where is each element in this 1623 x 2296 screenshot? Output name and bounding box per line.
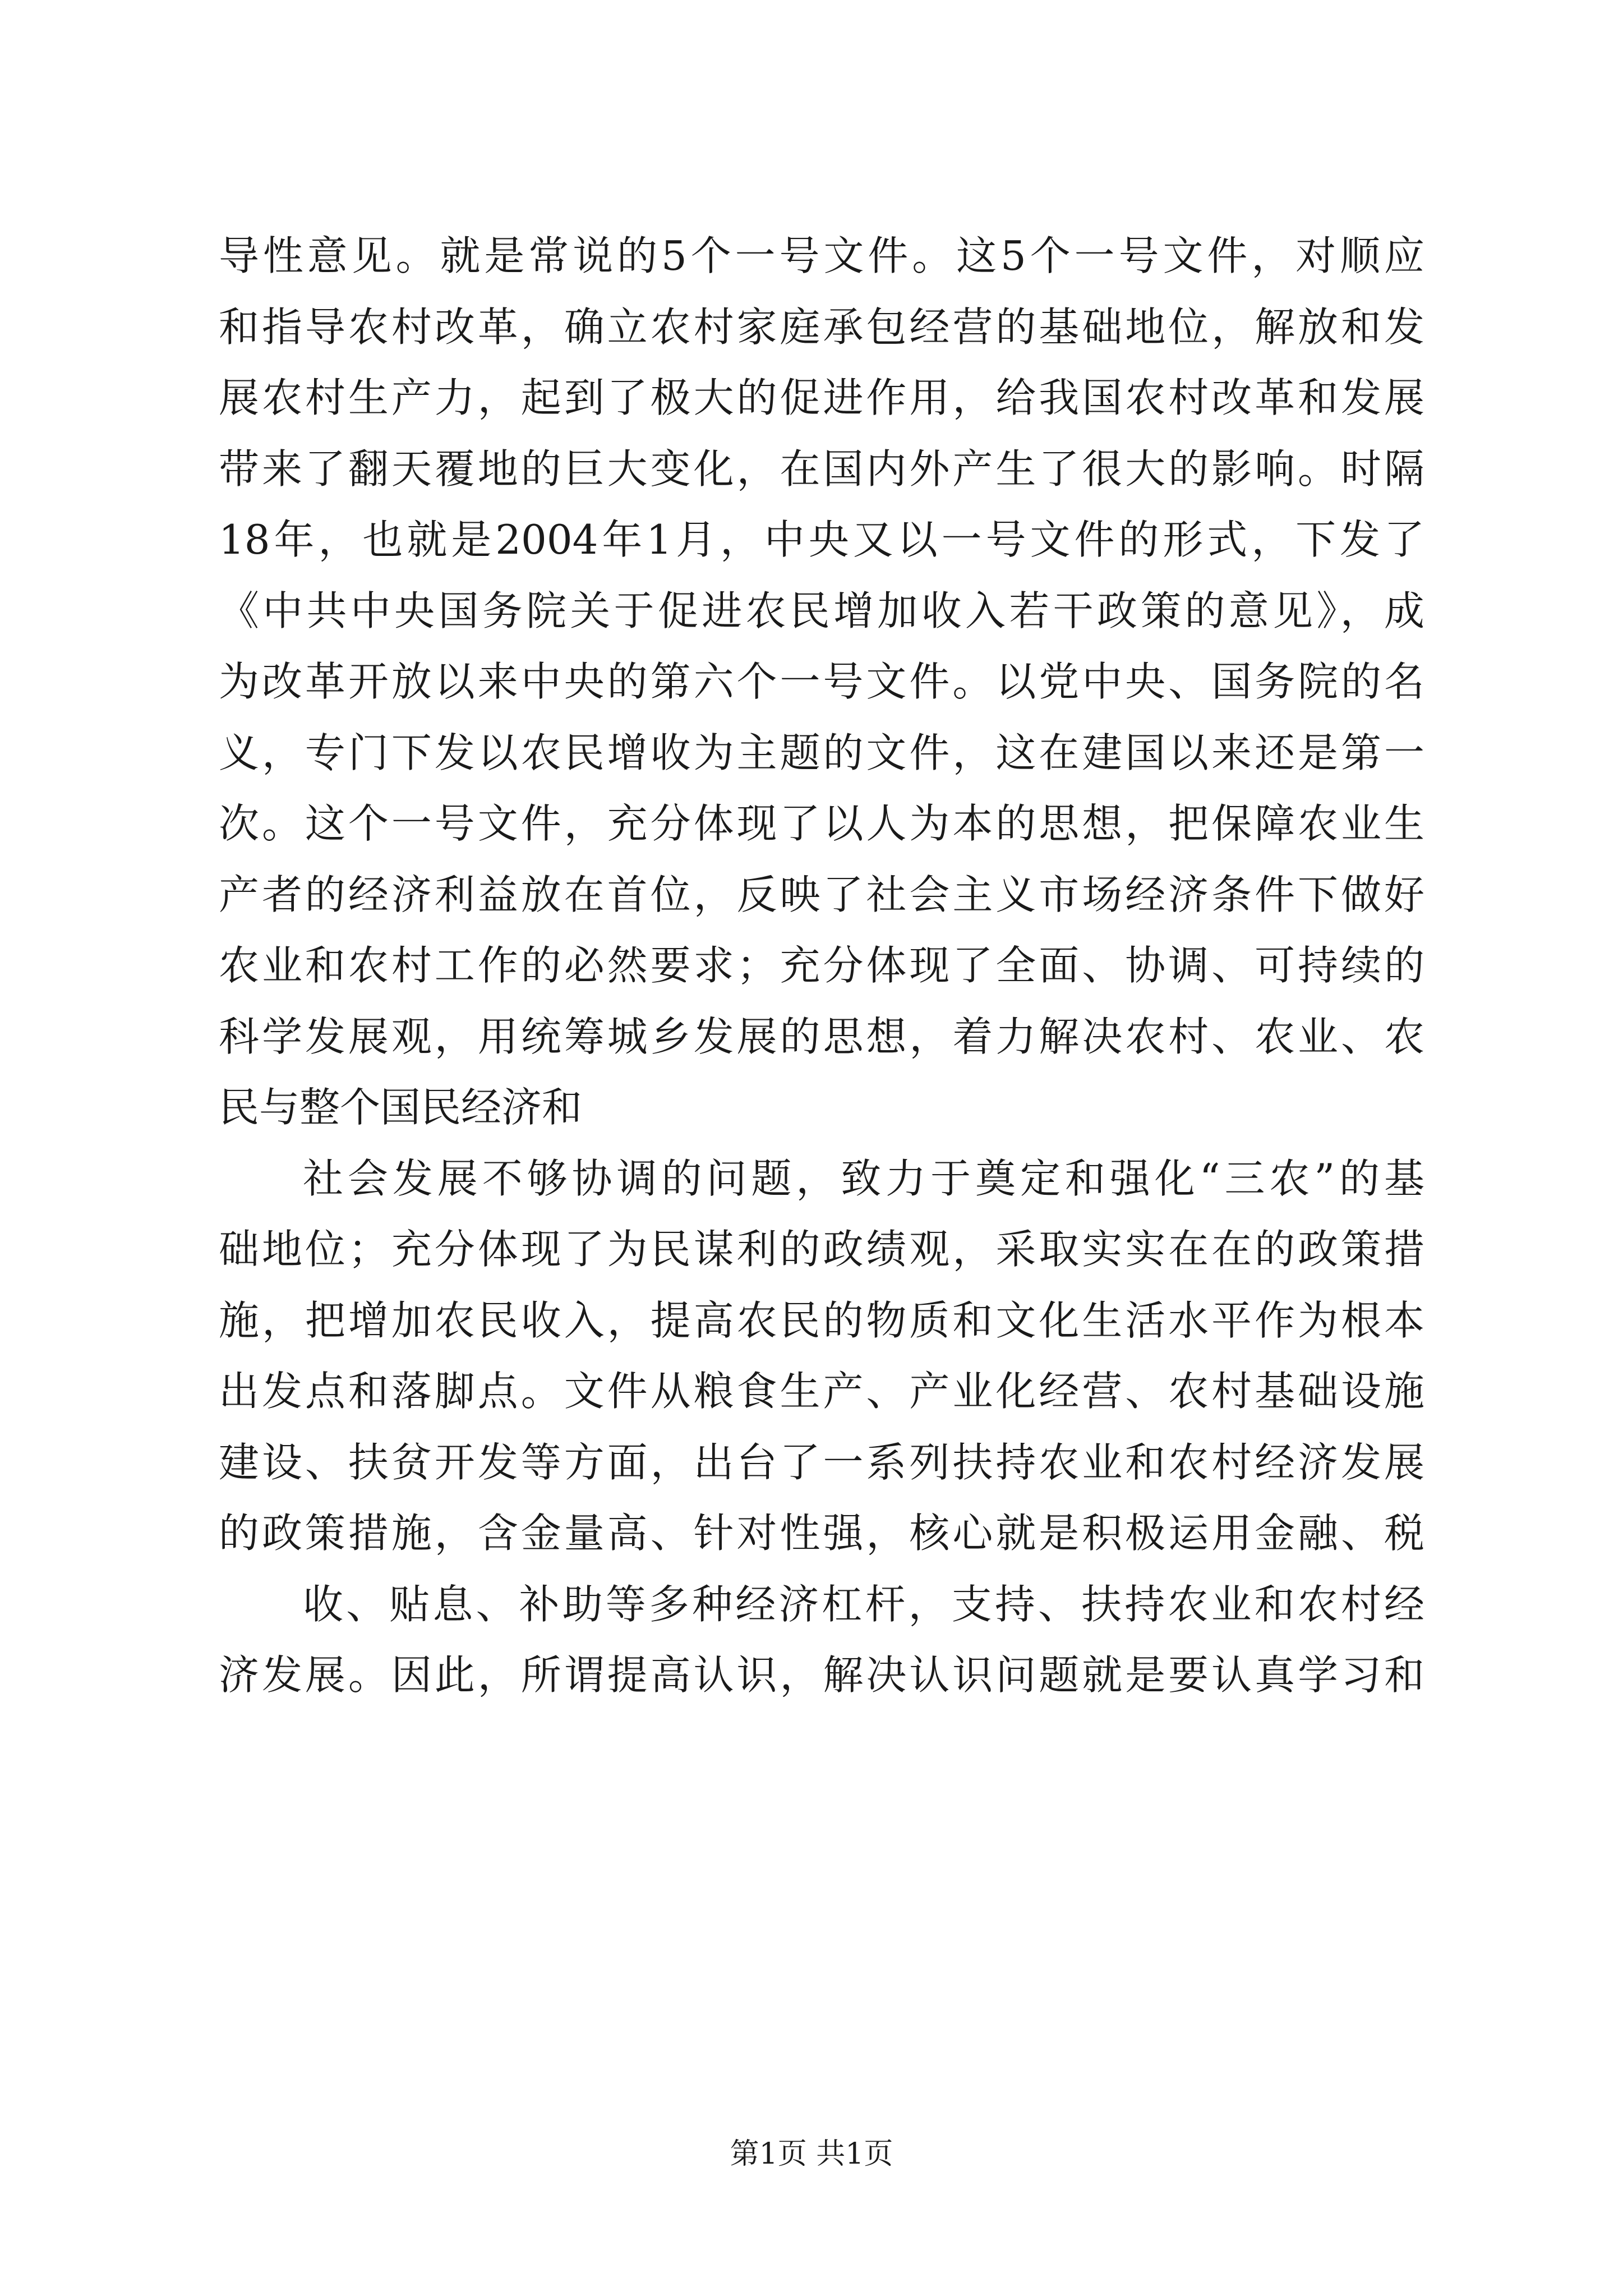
text-line-9: 次。这个一号文件，充分体现了以人为本的思想，把保障农业生 [219,800,1424,847]
text-line-15: 础地位；充分体现了为民谋利的政绩观，采取实实在在的政策措 [219,1226,1424,1273]
text-line-1: 导性意见。就是常说的5个一号文件。这5个一号文件，对顺应 [219,232,1424,279]
text-line-17: 出发点和落脚点。文件从粮食生产、产业化经营、农村基础设施 [219,1368,1424,1415]
body-text [219,220,1424,1711]
text-line-7: 为改革开放以来中央的第六个一号文件。以党中央、国务院的名 [219,658,1424,705]
text-line-12: 科学发展观，用统筹城乡发展的思想，着力解决农村、农业、农 [219,1013,1424,1060]
text-line-5: 18年，也就是2004年1月，中央又以一号文件的形式，下发了 [219,516,1424,563]
text-line-16: 施，把增加农民收入，提高农民的物质和文化生活水平作为根本 [219,1296,1424,1344]
text-line-14: 社会发展不够协调的问题，致力于奠定和强化“三农”的基 [303,1154,1424,1202]
text-line-21: 济发展。因此，所谓提高认识，解决认识问题就是要认真学习和 [219,1651,1424,1699]
text-line-3: 展农村生产力，起到了极大的促进作用，给我国农村改革和发展 [219,374,1424,421]
text-line-18: 建设、扶贫开发等方面，出台了一系列扶持农业和农村经济发展 [219,1438,1424,1486]
text-line-13: 民与整个国民经济和 [219,1084,583,1131]
text-line-8: 义，专门下发以农民增收为主题的文件，这在建国以来还是第一 [219,729,1424,776]
text-line-6: 《中共中央国务院关于促进农民增加收入若干政策的意见》，成 [219,587,1424,634]
text-line-11: 农业和农村工作的必然要求；充分体现了全面、协调、可持续的 [219,942,1424,989]
text-line-19: 的政策措施，含金量高、针对性强，核心就是积极运用金融、税 [219,1510,1424,1557]
text-line-20: 收、贴息、补助等多种经济杠杆，支持、扶持农业和农村经 [303,1580,1424,1628]
text-line-10: 产者的经济利益放在首位，反映了社会主义市场经济条件下做好 [219,871,1424,918]
text-line-2: 和指导农村改革，确立农村家庭承包经营的基础地位，解放和发 [219,303,1424,351]
page-footer: 第1页 共1页 [730,2137,893,2171]
text-line-4: 带来了翻天覆地的巨大变化，在国内外产生了很大的影响。时隔 [219,445,1424,493]
